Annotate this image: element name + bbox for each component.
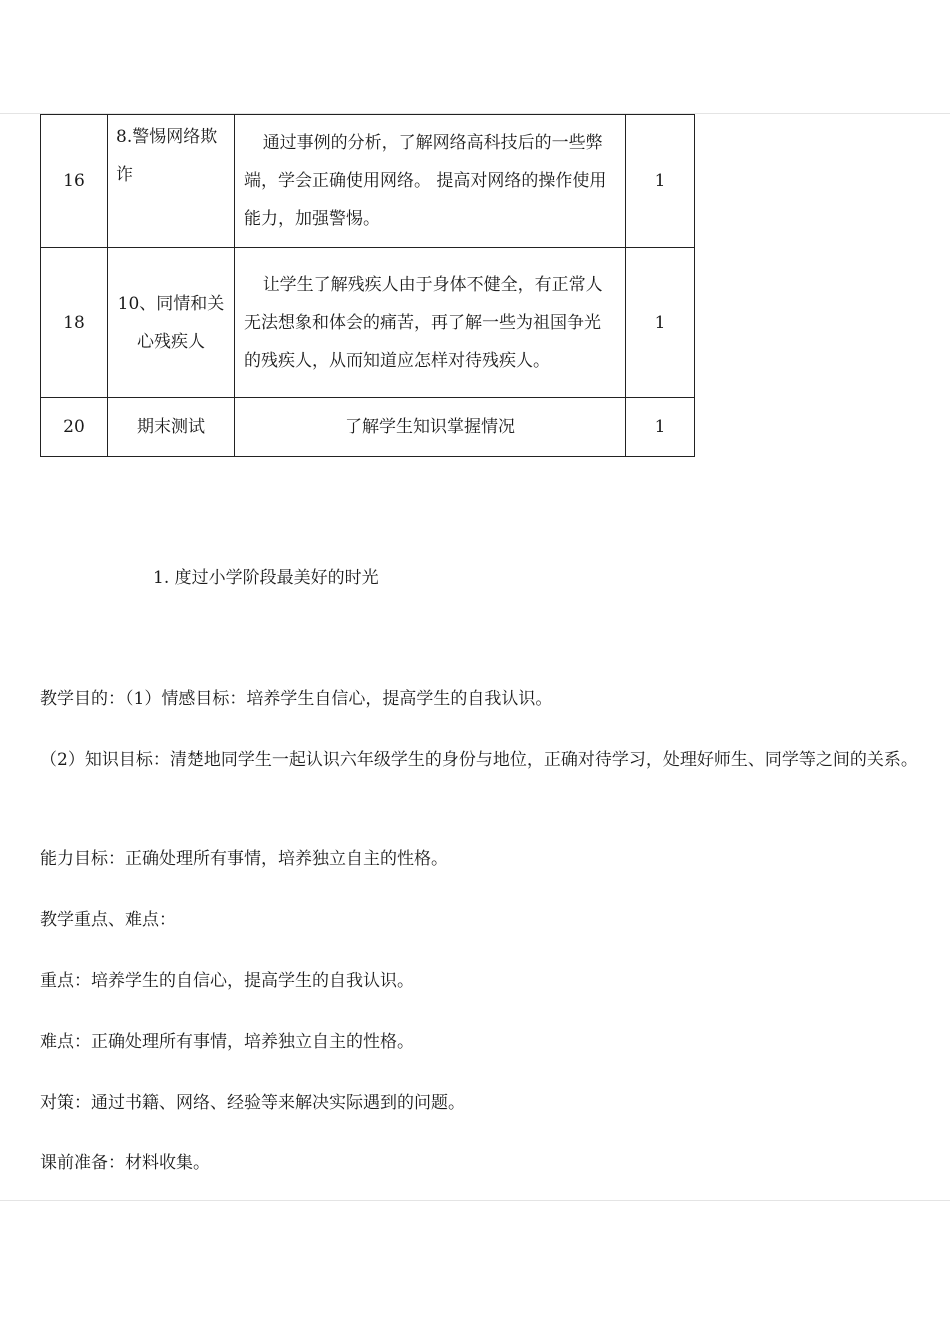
week-cell: 20 — [41, 398, 108, 457]
week-cell: 18 — [41, 248, 108, 398]
table-row — [41, 248, 695, 398]
goal-cell: 了解学生知识掌握情况 — [235, 398, 626, 457]
key-points-title: 教学重点、难点： — [40, 910, 176, 930]
hours-cell: 1 — [626, 115, 695, 248]
week-cell: 16 — [41, 115, 108, 248]
goal-cell: 通过事例的分析，了解网络高科技后的一些弊端，学会正确使用网络。 提高对网络的操作使用能力，加强警惕。 — [235, 115, 626, 248]
topic-cell: 期末测试 — [108, 398, 235, 457]
table-row — [41, 115, 695, 248]
page-bottom-rule — [0, 1200, 950, 1201]
topic-cell: 8.警惕网络欺诈 — [108, 115, 235, 248]
preparation: 课前准备：材料收集。 — [40, 1153, 210, 1173]
goal-cell: 让学生了解残疾人由于身体不健全，有正常人无法想象和体会的痛苦，再了解一些为祖国争光的残疾人，从而知道应怎样对待残疾人。 — [235, 248, 626, 398]
objective-ability: 能力目标：正确处理所有事情，培养独立自主的性格。 — [40, 849, 448, 869]
schedule-table — [40, 114, 695, 457]
difficulty: 难点：正确处理所有事情，培养独立自主的性格。 — [40, 1032, 414, 1052]
objective-knowledge: （2）知识目标：清楚地同学生一起认识六年级学生的身份与地位，正确对待学习，处理好师生、同学等之间的关系。 — [40, 750, 918, 770]
table-row — [41, 398, 695, 457]
lesson-heading: 1. 度过小学阶段最美好的时光 — [153, 568, 379, 588]
hours-cell: 1 — [626, 248, 695, 398]
topic-cell: 10、同情和关心残疾人 — [108, 248, 235, 398]
hours-cell: 1 — [626, 398, 695, 457]
key-point: 重点：培养学生的自信心，提高学生的自我认识。 — [40, 971, 414, 991]
strategy: 对策：通过书籍、网络、经验等来解决实际遇到的问题。 — [40, 1093, 465, 1113]
objective-emotion: 教学目的：（1）情感目标：培养学生自信心，提高学生的自我认识。 — [40, 689, 553, 709]
